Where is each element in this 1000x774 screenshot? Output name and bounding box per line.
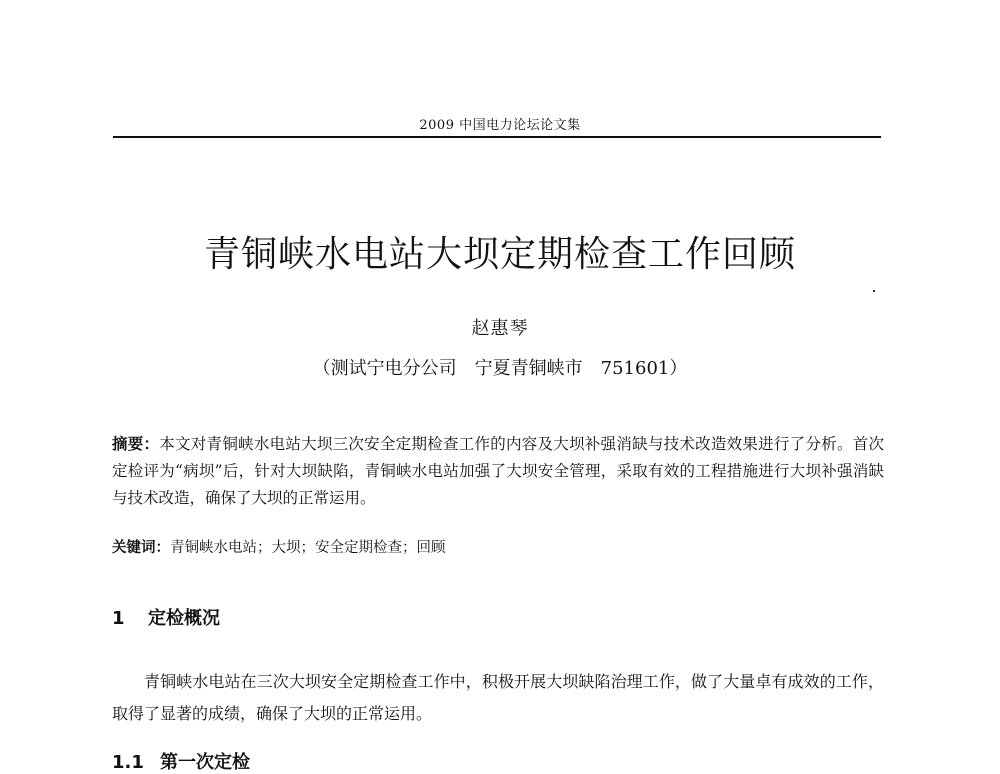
body-paragraph: 青铜峡水电站在三次大坝安全定期检查工作中，积极开展大坝缺陷治理工作，做了大量卓有成效的工作，取得了显著的成绩，确保了大坝的正常运用。 bbox=[112, 672, 884, 723]
section-title: 定检概况 bbox=[148, 608, 220, 629]
abstract-label: 摘要： bbox=[112, 434, 160, 453]
abstract-text: 本文对青铜峡水电站大坝三次安全定期检查工作的内容及大坝补强消缺与技术改造效果进行了分析。首次定检评为“病坝”后，针对大坝缺陷，青铜峡水电站加强了大坝安全管理，采取有效的工程措施进行大坝补强消缺与技术改造，确保了大坝的正常运用。 bbox=[112, 435, 884, 507]
running-header: 2009 中国电力论坛论文集 bbox=[419, 118, 581, 133]
paper-title: 青铜峡水电站大坝定期检查工作回顾 bbox=[203, 234, 796, 275]
keywords-label: 关键词： bbox=[112, 539, 170, 556]
subsection-number: 1.1 bbox=[112, 752, 144, 773]
author-name: 赵惠琴 bbox=[471, 318, 529, 339]
abstract bbox=[112, 430, 884, 512]
subsection-heading bbox=[112, 748, 250, 774]
header-rule bbox=[113, 136, 881, 138]
section-heading bbox=[112, 604, 220, 630]
keywords bbox=[112, 537, 884, 559]
author-affiliation: （测试宁电分公司 宁夏青铜峡市 751601） bbox=[312, 358, 688, 379]
scan-speck bbox=[873, 290, 875, 292]
section-number: 1 bbox=[112, 608, 125, 629]
keywords-text: 青铜峡水电站；大坝；安全定期检查；回顾 bbox=[170, 540, 446, 556]
subsection-title: 第一次定检 bbox=[160, 752, 250, 773]
